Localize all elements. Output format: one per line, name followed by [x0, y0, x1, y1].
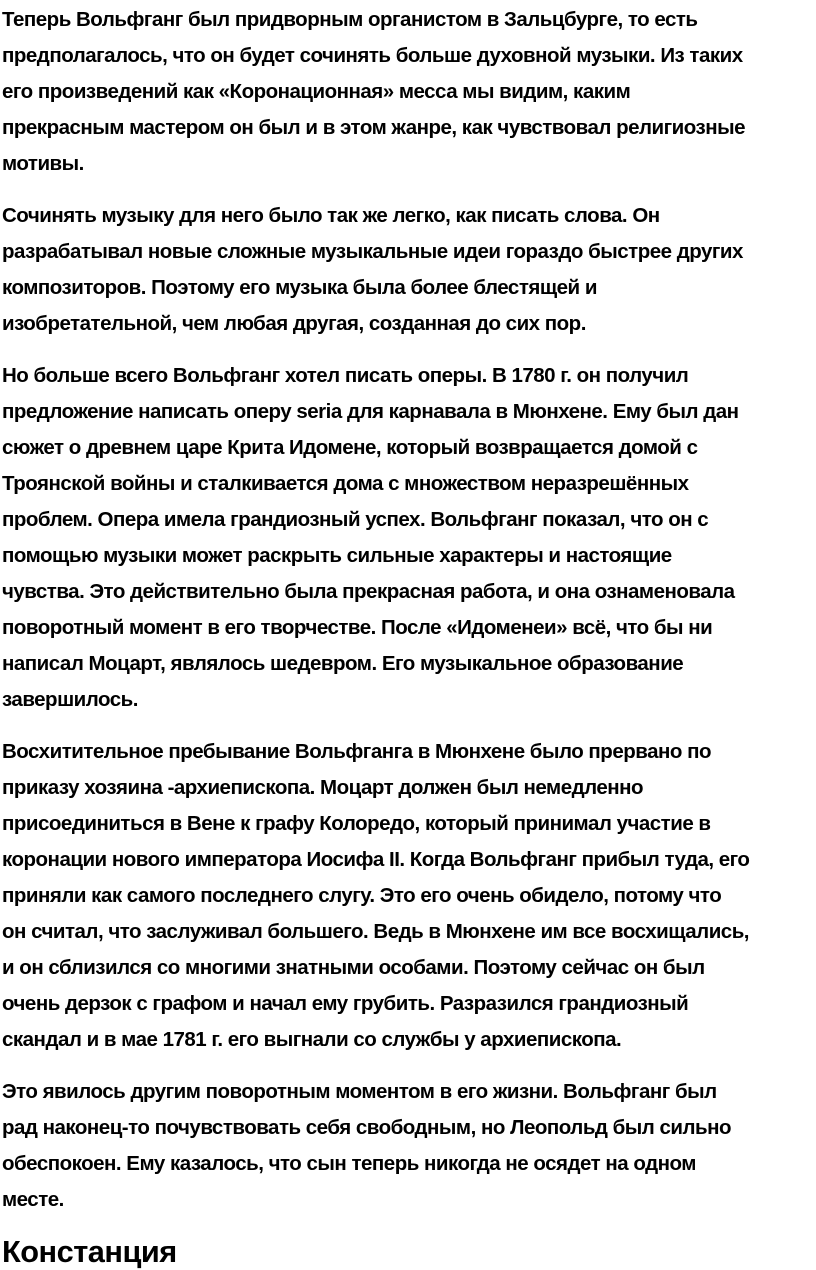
paragraph-turning-point: Это явилось другим поворотным моментом в его жизни. Вольфганг был рад наконец-то почувствовать себя свободным, но Леопольд был сильно обеспокоен. Ему казалось, что сын теперь никогда не осядет на одном месте. [2, 1080, 732, 1211]
paragraph-court-organist: Теперь Вольфганг был придворным органистом в Зальцбурге, то есть предполагалось, что он будет сочинять больше духовной музыки. Из таких его произведений как «Коронационная» месса мы видим, каким прекрасным мастером он был и в этом жанре, как чувствовал религиозные мотивы. [2, 8, 745, 175]
section-heading: Констанция [2, 1234, 177, 1269]
paragraph-idomeneo-opera: Но больше всего Вольфганг хотел писать оперы. В 1780 г. он получил предложение написать оперу seria для карнавала в Мюнхене. Ему был дан сюжет о древнем царе Крита Идомене, который возвращается домой с Троянской войны и сталкивается дома с множеством неразрешённых проблем. Опера имела грандиозный успех. Вольфганг показал, что он с помощью музыки может раскрыть сильные характеры и настоящие чувства. Это действительно была прекрасная работа, и она ознаменовала поворотный момент в его творчестве. После «Идоменеи» всё, что бы ни написал Моцарт, являлось шедевром. Его музыкальное образование завершилось. [2, 364, 739, 711]
paragraph-munich-vienna: Восхитительное пребывание Вольфганга в Мюнхене было прервано по приказу хозяина -архиепископа. Моцарт должен был немедленно присоединиться в Вене к графу Колоредо, который принимал участие в коронации нового императора Иосифа II. Когда Вольфганг прибыл туда, его приняли как самого последнего слугу. Это его очень обидело, потому что он считал, что заслуживал большего. Ведь в Мюнхене им все восхищались, и он сблизился со многими знатными особами. Поэтому сейчас он был очень дерзок с графом и начал ему грубить. Разразился грандиозный скандал и в мае 1781 г. его выгнали со службы у архиепископа. [2, 740, 750, 1051]
paragraph-composing-ease: Сочинять музыку для него было так же легко, как писать слова. Он разрабатывал новые сложные музыкальные идеи гораздо быстрее других композиторов. Поэтому его музыка была более блестящей и изобретательной, чем любая другая, созданная до сих пор. [2, 204, 743, 335]
